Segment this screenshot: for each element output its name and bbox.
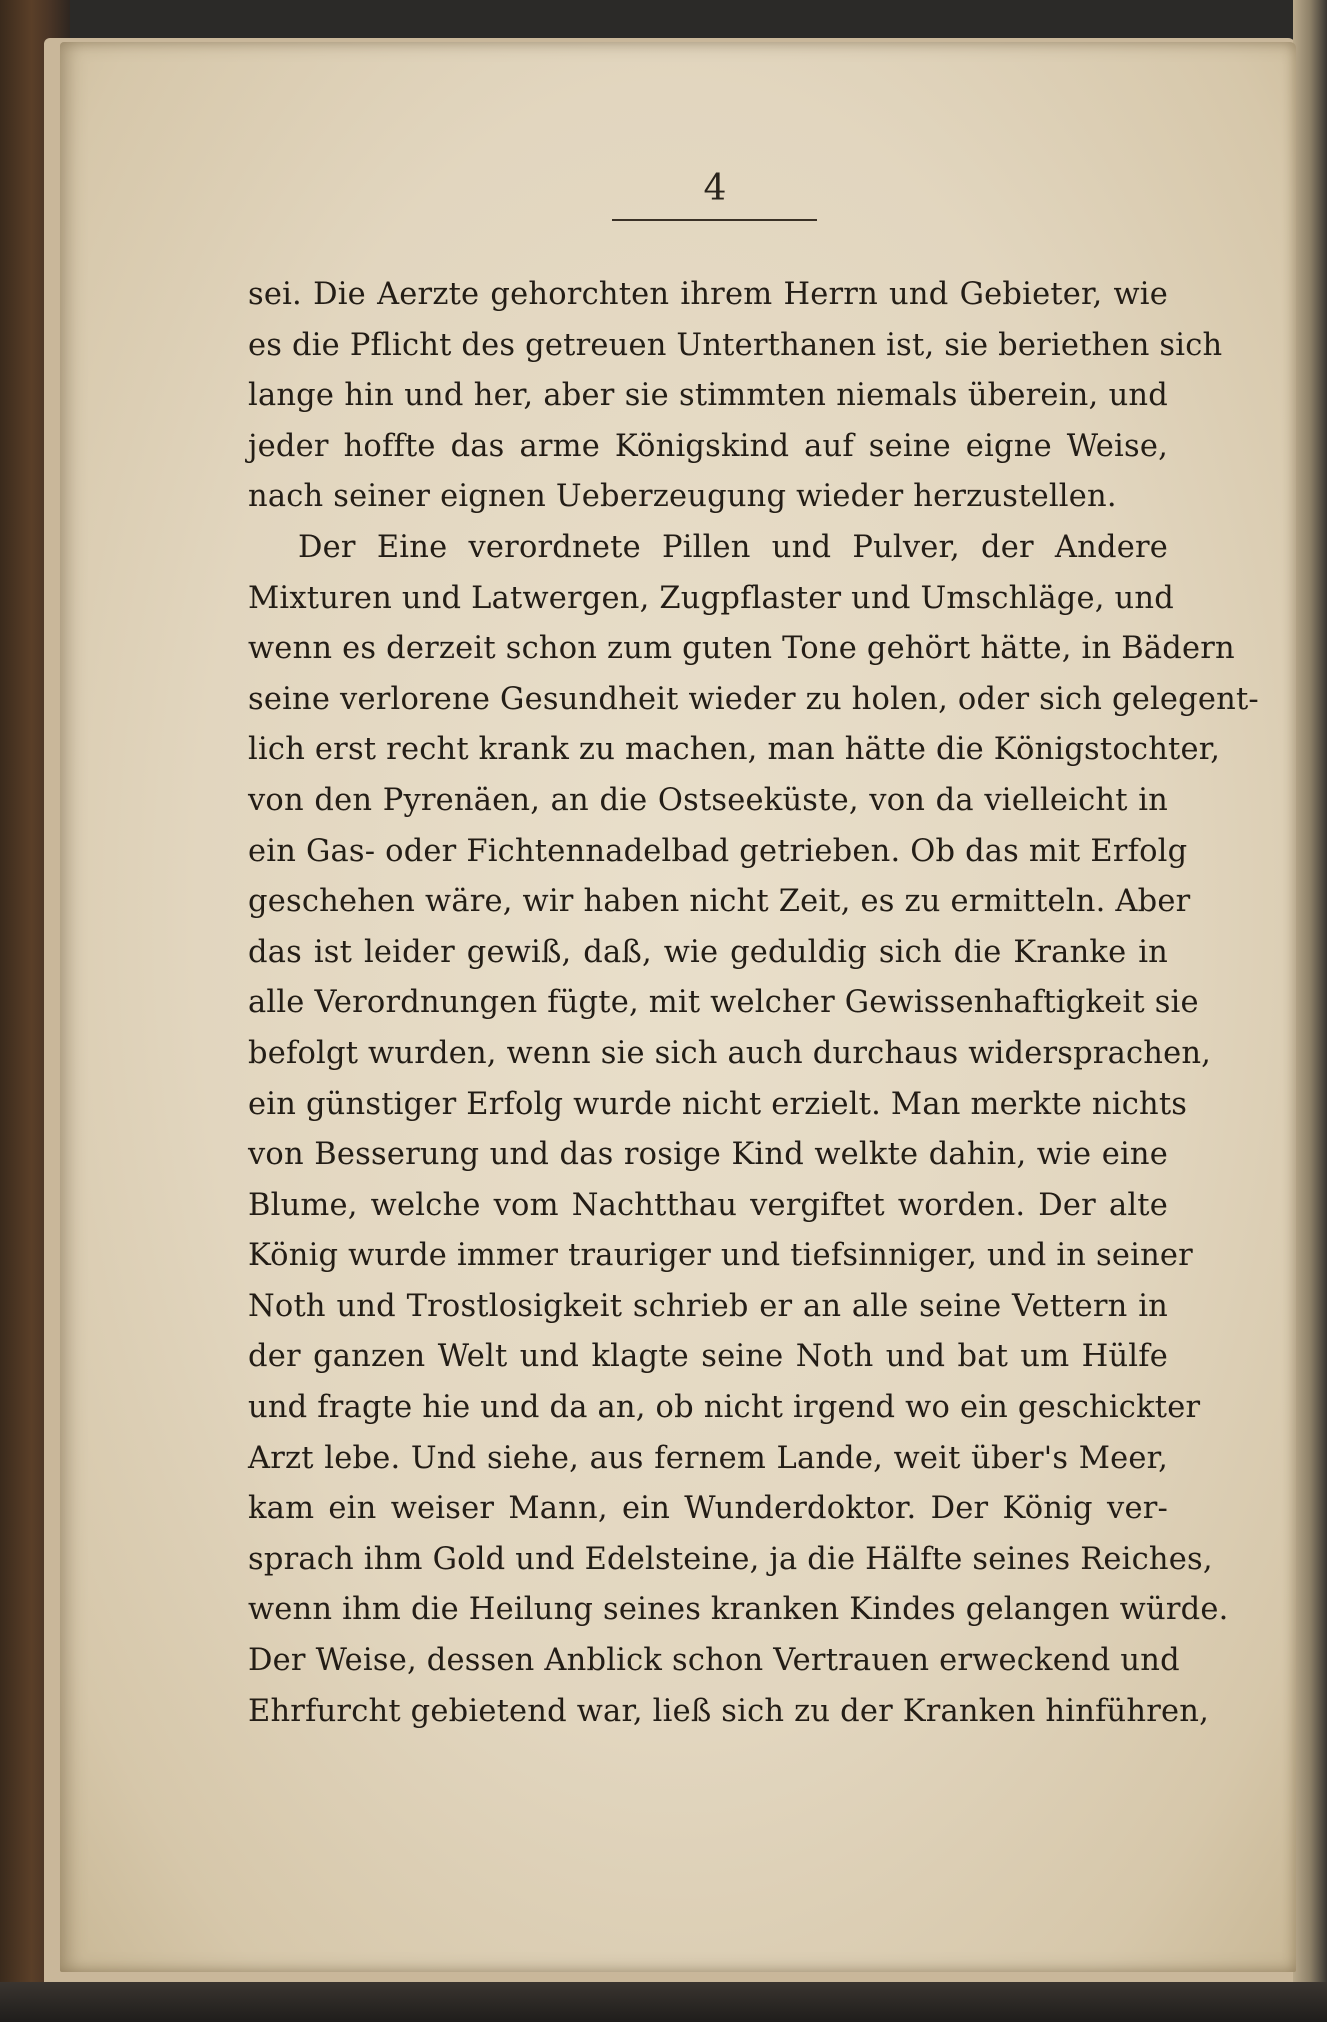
text-line: kam ein weiser Mann, ein Wunderdoktor. Der König ver- — [248, 1491, 1168, 1527]
text-line: wenn es derzeit schon zum guten Tone gehört hätte, in Bädern — [248, 631, 1235, 667]
text-line: sprach ihm Gold und Edelsteine, ja die Hälfte seines Reiches, — [248, 1541, 1213, 1577]
text-line: von den Pyrenäen, an die Ostseeküste, von da vielleicht in — [248, 782, 1168, 818]
text-line: von Besserung und das rosige Kind welkte dahin, wie eine — [248, 1137, 1168, 1173]
text-line: sei. Die Aerzte gehorchten ihrem Herrn und Gebieter, wie — [248, 277, 1168, 312]
book-bottom-edge — [0, 1982, 1327, 2022]
text-line: es die Pflicht des getreuen Unterthanen ist, sie beriethen sich — [248, 327, 1223, 363]
text-line: König wurde immer trauriger und tiefsinniger, und in seiner — [248, 1238, 1193, 1274]
page-number: 4 — [703, 168, 727, 209]
text-line: lange hin und her, aber sie stimmten niemals überein, und — [248, 378, 1168, 414]
text-line: ein günstiger Erfolg wurde nicht erzielt. Man merkte nichts — [248, 1086, 1188, 1122]
text-line: Mixturen und Latwergen, Zugpflaster und Umschläge, und — [248, 580, 1174, 616]
text-line: das ist leider gewiß, daß, wie geduldig sich die Kranke in — [248, 934, 1168, 970]
text-line: der ganzen Welt und klagte seine Noth und bat um Hülfe — [248, 1339, 1168, 1375]
text-line: nach seiner eignen Ueberzeugung wieder herzustellen. — [248, 479, 1117, 515]
next-page-edge — [1293, 0, 1327, 2022]
body-text — [248, 270, 1259, 1737]
text-line: Der Eine verordnete Pillen und Pulver, der Andere — [298, 529, 1168, 565]
text-line: ein Gas- oder Fichtennadelbad getrieben. Ob das mit Erfolg — [248, 833, 1188, 869]
text-line: lich erst recht krank zu machen, man hätte die Königstochter, — [248, 732, 1221, 768]
text-line: befolgt wurden, wenn sie sich auch durchaus widersprachen, — [248, 1035, 1212, 1071]
text-line: Der Weise, dessen Anblick schon Vertrauen erweckend und — [248, 1643, 1180, 1679]
header-rule — [612, 219, 817, 221]
text-line: Arzt lebe. Und siehe, aus fernem Lande, weit über's Meer, — [248, 1440, 1168, 1476]
text-line: geschehen wäre, wir haben nicht Zeit, es zu ermitteln. Aber — [248, 884, 1191, 920]
text-line: seine verlorene Gesundheit wieder zu holen, oder sich gelegent- — [248, 681, 1259, 717]
text-line: und fragte hie und da an, ob nicht irgend wo ein geschickter — [248, 1390, 1201, 1426]
text-line: Noth und Trostlosigkeit schrieb er an alle seine Vettern in — [248, 1288, 1168, 1324]
text-line: Ehrfurcht gebietend war, ließ sich zu der Kranken hinführen, — [248, 1693, 1210, 1729]
text-line: jeder hoffte das arme Königskind auf seine eigne Weise, — [248, 428, 1168, 464]
text-line: alle Verordnungen fügte, mit welcher Gewissenhaftigkeit sie — [248, 985, 1199, 1021]
text-line: wenn ihm die Heilung seines kranken Kindes gelangen würde. — [248, 1592, 1229, 1628]
text-line: Blume, welche vom Nachtthau vergiftet worden. Der alte — [248, 1187, 1168, 1223]
